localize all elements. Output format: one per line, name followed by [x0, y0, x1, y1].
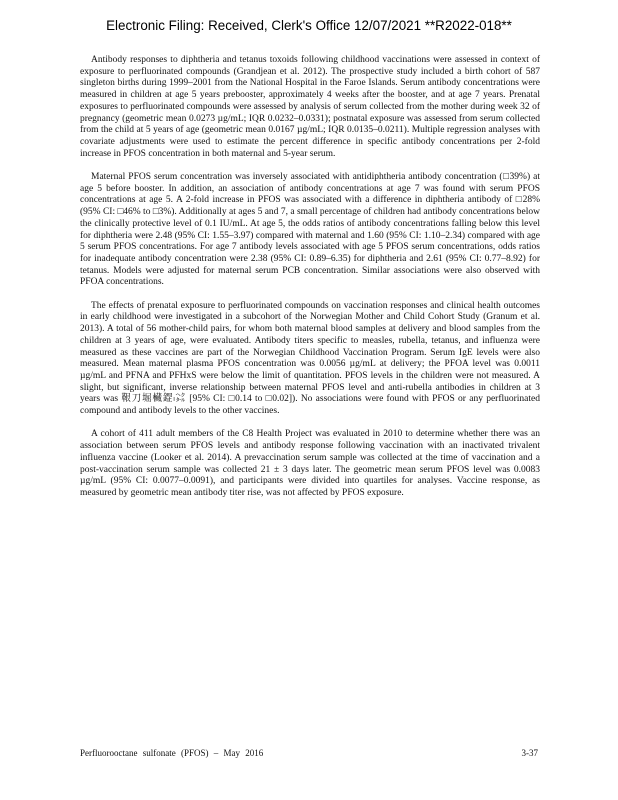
document-body: [80, 55, 540, 511]
paragraph-faroe-study: Antibody responses to diphtheria and tetanus toxoids following childhood vaccinations were assessed in context of exposure to perfluorinated compounds (Grandjean et al. 2012). The prospective study included a birth cohort of 587 singleton births during 1999–2001 from the National Hospital in the Faroe Islands. Serum antibody concentrations were measured in children at age 5 years prebooster, approximately 4 weeks after the booster, and at age 7 years. Prenatal exposures to perfluorinated compounds were assessed by analysis of serum collected from the mother during week 32 of pregnancy (geometric mean 0.0273 µg/mL; IQR 0.0232–0.0331); postnatal exposure was assessed from serum collected from the child at 5 years of age (geometric mean 0.0167 µg/mL; IQR 0.0135–0.0211). Multiple regression analyses with covariate adjustments were used to estimate the percent difference in specific antibody concentrations per 2-fold increase in PFOS concentration in both maternal and 5-year serum.: [80, 55, 540, 159]
paragraph-norwegian-study: The effects of prenatal exposure to perfluorinated compounds on vaccination responses and clinical health outcomes in early childhood were investigated in a subcohort of the Norwegian Mother and Child Cohort Study (Granum et al. 2013). A total of 56 mother-child pairs, for whom both maternal blood samples at delivery and blood samples from the children at 3 years of age, were evaluated. Antibody titers specific to measles, rubella, tetanus, and influenza were measured as these vaccines are part of the Norwegian Childhood Vaccination Program. Serum IgE levels were also measured. Mean maternal plasma PFOS concentration was 0.0056 µg/mL at delivery; the PFOA level was 0.0011 µg/mL and PFNA and PFHxS were below the limit of quantitation. PFOS levels in the children were not measured. A slight, but significant, inverse relationship between maternal PFOS level and anti-rubella antibodies in children at 3 years was 鞎刀堀欌鎠ₗ㌶ [95% CI: □0.14 to □0.02]). No associations were found with PFOS or any perfluorinated compound and antibody levels to the other vaccines.: [80, 300, 540, 417]
paragraph-maternal-pfos: Maternal PFOS serum concentration was inversely associated with antidiphtheria antibody concentration (□39%) at age 5 before booster. In addition, an association of antibody concentrations at age 7 was found with serum PFOS concentrations at age 5. A 2-fold increase in PFOS was associated with a difference in diphtheria antibody of □28% (95% CI: □46% to □3%). Additionally at ages 5 and 7, a small percentage of children had antibody concentrations below the clinically protective level of 0.1 IU/mL. At age 5, the odds ratios of antibody concentrations falling below this level for diphtheria were 2.48 (95% CI: 1.55–3.97) compared with maternal and 1.60 (95% CI: 1.10–2.34) compared with age 5 serum PFOS concentrations. For age 7 antibody levels associated with age 5 PFOS serum concentrations, odds ratios for inadequate antibody concentration were 2.38 (95% CI: 0.89–6.35) for diphtheria and 2.61 (95% CI: 0.77–8.92) for tetanus. Models were adjusted for maternal serum PCB concentration. Similar associations were also observed with PFOA concentrations.: [80, 172, 540, 288]
paragraph-c8-study: A cohort of 411 adult members of the C8 Health Project was evaluated in 2010 to determine whether there was an association between serum PFOS levels and antibody response following vaccination with an inactivated trivalent influenza vaccine (Looker et al. 2014). A prevaccination serum sample was collected at the time of vaccination and a post-vaccination serum sample was collected 21 ± 3 days later. The geometric mean serum PFOS level was 0.0083 µg/mL (95% CI: 0.0077–0.0091), and participants were divided into quartiles for analyses. Vaccine response, as measured by geometric mean antibody titer rise, was not affected by PFOS exposure.: [80, 429, 540, 498]
filing-header: Electronic Filing: Received, Clerk's Office 12/07/2021 **R2022-018**: [106, 18, 512, 33]
footer-document-title: Perfluorooctane sulfonate (PFOS) – May 2016: [80, 748, 264, 758]
footer-page-number: 3-37: [521, 748, 538, 758]
